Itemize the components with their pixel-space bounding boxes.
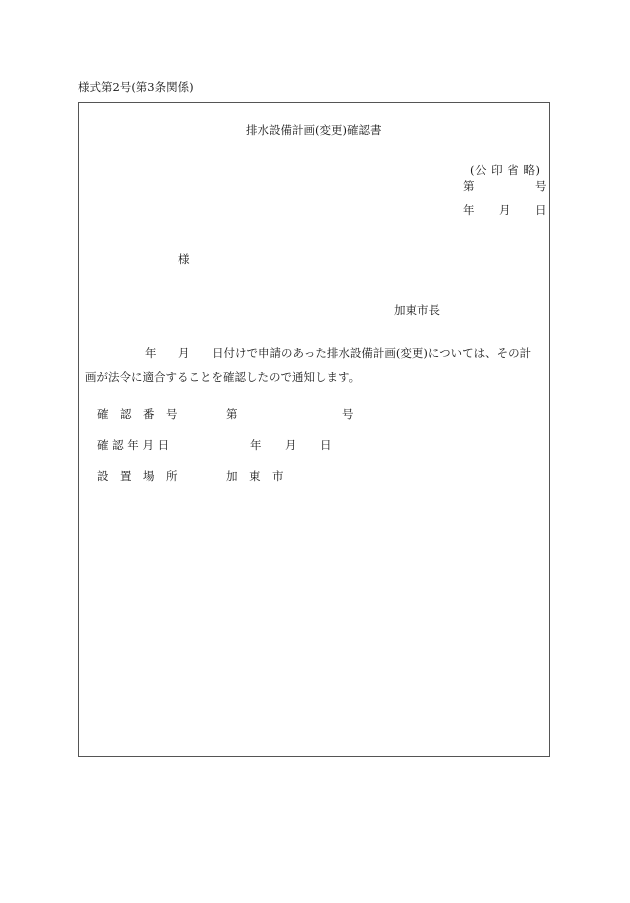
body-text-line2: 画が法令に適合することを確認したので通知します。: [85, 370, 361, 384]
body-application-month: 月: [178, 346, 190, 360]
form-number-label: 様式第2号(第3条関係): [78, 80, 194, 94]
document-frame: [78, 102, 550, 757]
seal-omitted-note: (公 印 省 略): [470, 163, 541, 177]
issuer-name: 加東市長: [394, 303, 440, 317]
issue-date-year: 年: [463, 203, 475, 217]
issue-date-month: 月: [499, 203, 511, 217]
document-number-prefix: 第: [463, 179, 475, 193]
issue-date-day: 日: [535, 203, 547, 217]
confirmation-date-label: 確 認 年 月 日: [97, 438, 170, 452]
confirmation-date-day: 日: [320, 438, 332, 452]
body-application-year: 年: [145, 346, 157, 360]
confirmation-number-suffix: 号: [342, 407, 354, 421]
confirmation-number-prefix: 第: [226, 407, 238, 421]
body-text-line1: 日付けで申請のあった排水設備計画(変更)については、その計: [212, 346, 532, 360]
document-number-suffix: 号: [535, 179, 547, 193]
recipient-honorific: 様: [178, 252, 190, 266]
confirmation-date-month: 月: [285, 438, 297, 452]
installation-location-label: 設 置 場 所: [97, 469, 178, 483]
installation-location-value: 加 東 市: [226, 469, 284, 483]
confirmation-date-year: 年: [250, 438, 262, 452]
document-title: 排水設備計画(変更)確認書: [246, 123, 382, 137]
confirmation-number-label: 確 認 番 号: [97, 407, 178, 421]
